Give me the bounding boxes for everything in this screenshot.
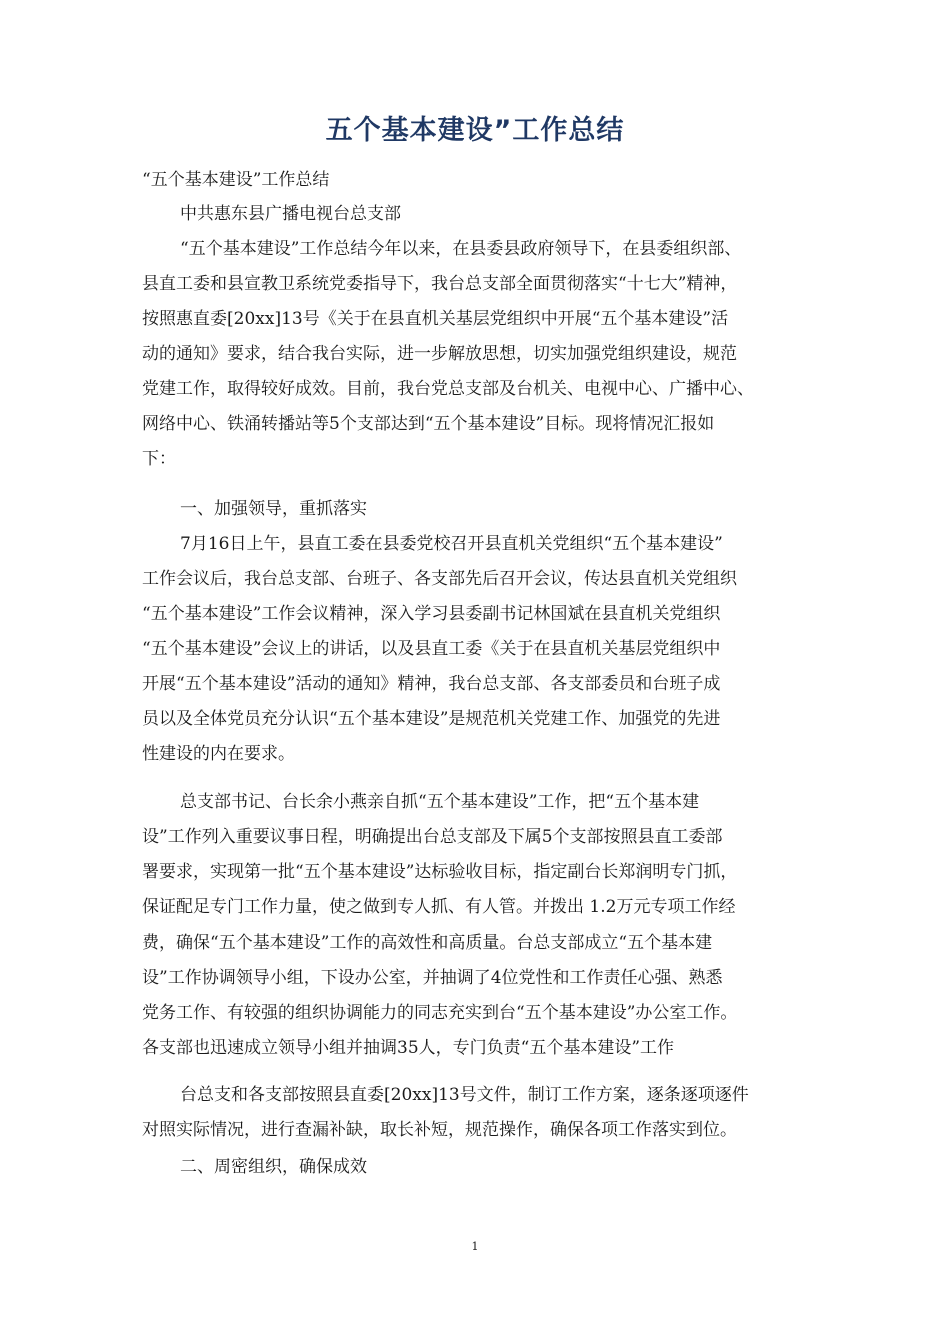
text-line: 下： <box>142 449 176 469</box>
text-line: 台总支和各支部按照县直委[20xx]13号文件，制订工作方案，逐条逐项逐件 <box>180 1085 749 1105</box>
section-heading: 二、周密组织，确保成效 <box>180 1157 367 1177</box>
text-line: 中共惠东县广播电视台总支部 <box>180 204 401 224</box>
text-line: 县直工委和县宣教卫系统党委指导下，我台总支部全面贯彻落实“十七大”精神， <box>142 274 738 294</box>
text-line: “五个基本建设”会议上的讲话，以及县直工委《关于在县直机关基层党组织中 <box>142 639 721 659</box>
text-line: “五个基本建设”工作总结 <box>142 170 330 190</box>
text-line: 党务工作、有较强的组织协调能力的同志充实到台“五个基本建设”办公室工作。 <box>142 1003 738 1023</box>
text-line: 员以及全体党员充分认识“五个基本建设”是规范机关党建工作、加强党的先进 <box>142 709 721 729</box>
text-line: 网络中心、铁涌转播站等5个支部达到“五个基本建设”目标。现将情况汇报如 <box>142 414 715 434</box>
text-line: “五个基本建设”工作总结今年以来，在县委县政府领导下，在县委组织部、 <box>180 239 742 259</box>
text-line: 署要求，实现第一批“五个基本建设”达标验收目标，指定副台长郑润明专门抓， <box>142 862 738 882</box>
text-line: 性建设的内在要求。 <box>142 744 295 764</box>
text-line: 工作会议后，我台总支部、台班子、各支部先后召开会议，传达县直机关党组织 <box>142 569 737 589</box>
section-heading: 一、加强领导，重抓落实 <box>180 499 367 519</box>
text-line: 各支部也迅速成立领导小组并抽调35人，专门负责“五个基本建设”工作 <box>142 1038 675 1058</box>
text-line: “五个基本建设”工作会议精神，深入学习县委副书记林国斌在县直机关党组织 <box>142 604 721 624</box>
text-line: 保证配足专门工作力量，使之做到专人抓、有人管。并拨出 1.2万元专项工作经 <box>142 897 736 917</box>
text-line: 党建工作，取得较好成效。目前，我台党总支部及台机关、电视中心、广播中心、 <box>142 379 754 399</box>
text-line: 设”工作协调领导小组，下设办公室，并抽调了4位党性和工作责任心强、熟悉 <box>142 968 723 988</box>
text-line: 7月16日上午，县直工委在县委党校召开县直机关党组织“五个基本建设” <box>180 534 723 554</box>
text-line: 对照实际情况，进行查漏补缺，取长补短，规范操作，确保各项工作落实到位。 <box>142 1120 737 1140</box>
text-line: 费，确保“五个基本建设”工作的高效性和高质量。台总支部成立“五个基本建 <box>142 933 713 953</box>
text-line: 总支部书记、台长余小燕亲自抓“五个基本建设”工作，把“五个基本建 <box>180 792 700 812</box>
text-line: 设”工作列入重要议事日程，明确提出台总支部及下属5个支部按照县直工委部 <box>142 827 723 847</box>
text-line: 按照惠直委[20xx]13号《关于在县直机关基层党组织中开展“五个基本建设”活 <box>142 309 729 329</box>
document-title: 五个基本建设”工作总结 <box>325 115 625 146</box>
text-line: 动的通知》要求，结合我台实际，进一步解放思想，切实加强党组织建设，规范 <box>142 344 737 364</box>
page-number: 1 <box>471 1240 479 1253</box>
text-line: 开展“五个基本建设”活动的通知》精神，我台总支部、各支部委员和台班子成 <box>142 674 721 694</box>
